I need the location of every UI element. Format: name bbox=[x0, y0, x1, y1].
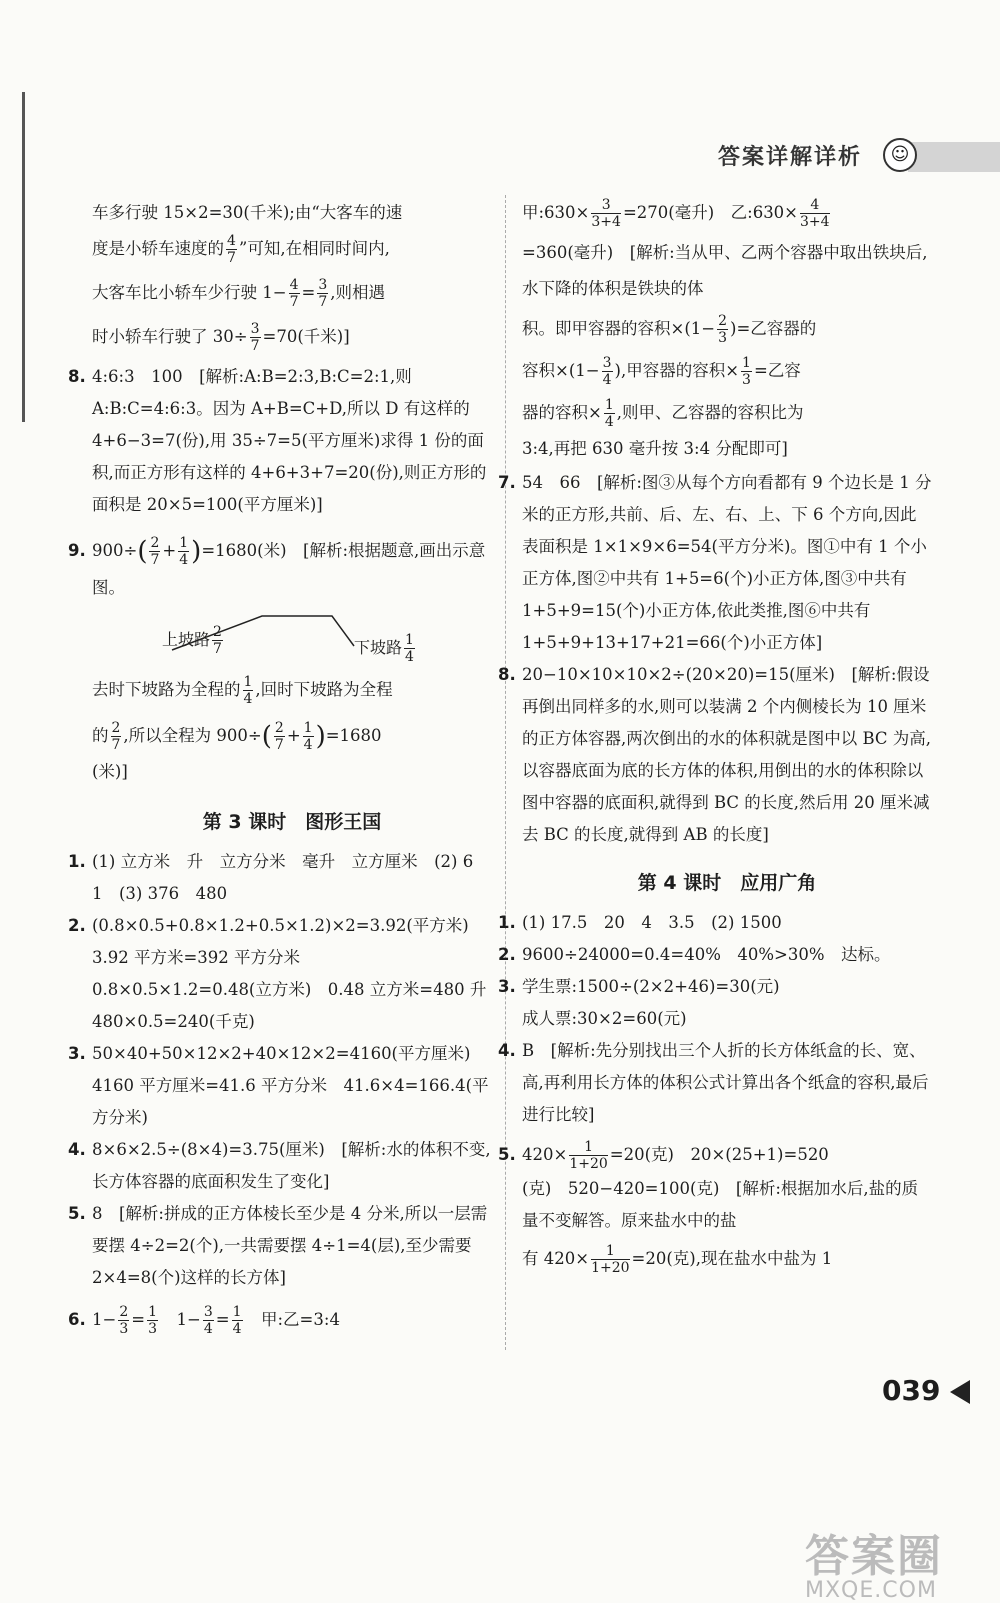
fraction: $\frac{3}{7}$ bbox=[250, 321, 260, 354]
answer-text: 甲:630× $\frac{3}{3+4}$ =270(毫升) 乙:630× $\frac{4}{3+4}$ bbox=[522, 197, 830, 230]
left-column bbox=[68, 195, 503, 1338]
fraction: $\frac{2}{7}$ bbox=[150, 535, 160, 568]
answer-item-4: 4. B [解析:先分别找出三个人折的长方体纸盒的长、宽、高,再利用长方体的体积公式计算出各个纸盒的容积,最后进行比较] bbox=[498, 1041, 929, 1124]
fraction: $\frac{3}{4}$ bbox=[203, 1304, 213, 1337]
answer-item-5: 5. 8 [解析:拼成的正方体棱长至少是 4 分米,所以一层需要摆 4÷2=2(个),一共需要摆 4÷1=4(层),至少需要 2×4=8(个)这样的长方体] bbox=[68, 1204, 488, 1287]
section-title-4: 第 4 课时 应用广角 bbox=[637, 872, 817, 894]
answer-text: 时小轿车行驶了 30÷ $\frac{3}{7}$ =70(千米)] bbox=[92, 321, 350, 354]
fraction: $\frac{1}{4}$ bbox=[405, 631, 414, 665]
fraction: $\frac{4}{3+4}$ bbox=[800, 197, 830, 230]
fraction: $\frac{2}{7}$ bbox=[213, 623, 222, 657]
answer-item-3: 3. 50×40+50×12×2+40×12×2=4160(平方厘米) 4160 平方厘米=41.6 平方分米 41.6×4=166.4(平方分米) bbox=[68, 1044, 489, 1127]
answer-text: 的 $\frac{2}{7}$ ,所以全程为 900÷( $\frac{2}{7}$ + $\frac{1}{4}$ )=1680 bbox=[92, 719, 382, 753]
answer-item-8: 8. 20−10×10×10×2÷(20×20)=15(厘米) [解析:假设再倒出同样多的水,则可以装满 2 个内侧棱长为 10 厘米的正方体容器,两次倒出的水的体积就是图中以 BC 为高,以容器底面为底的长方体的体积,用倒出的水的体积除以图中容器的底面积,就得到 BC 的长度,然后用 20 厘米减去 BC 的长度,就得到 AB 的长度] bbox=[498, 665, 932, 844]
answer-text: 容积×(1− $\frac{3}{4}$ ),甲容器的容积× $\frac{1}{3}$ =乙容 bbox=[522, 355, 801, 388]
answer-item-2: 2. 9600÷24000=0.4=40% 40%>30% 达标。 bbox=[498, 945, 891, 964]
fraction: $\frac{1}{4}$ bbox=[303, 719, 313, 753]
slope-diagram-svg bbox=[92, 606, 492, 666]
fraction: $\frac{3}{7}$ bbox=[318, 277, 328, 310]
fraction: $\frac{2}{7}$ bbox=[111, 719, 121, 753]
item-number: 9. bbox=[68, 541, 86, 560]
page-arrow-icon bbox=[950, 1380, 970, 1404]
fraction: $\frac{1}{4}$ bbox=[243, 673, 253, 707]
fraction: $\frac{1}{4}$ bbox=[179, 535, 189, 568]
answer-item-4: 4. 8×6×2.5÷(8×4)=3.75(厘米) [解析:水的体积不变,长方体容器的底面积发生了变化] bbox=[68, 1140, 491, 1191]
answer-text: 成人票:30×2=60(元) bbox=[522, 1009, 687, 1028]
answer-text: (克) 520−420=100(克) [解析:根据加水后,盐的质量不变解答。原来盐水中的盐 bbox=[522, 1179, 919, 1230]
section-title-3: 第 3 课时 图形王国 bbox=[202, 811, 382, 833]
answer-text: 去时下坡路为全程的 $\frac{1}{4}$ ,回时下坡路为全程 bbox=[92, 673, 393, 707]
page-number: 039 bbox=[882, 1374, 941, 1407]
right-column bbox=[498, 195, 932, 1277]
answer-item-8: 8. 4:6:3 100 [解析:A:B=2:3,B:C=2:1,则 A:B:C=4:6:3。因为 A+B=C+D,所以 D 有这样的 4+6−3=7(份),用 35÷7=5(平方厘米)求得 1 份的面积,而正方形有这样的 4+6+3+7=20(份),则正方形的面积是 20×5=100(平方厘米)] bbox=[92, 361, 492, 521]
answer-item-2: 2. (0.8×0.5+0.8×1.2+0.5×1.2)×2=3.92(平方米) 3.92 平方米=392 平方分米 0.8×0.5×1.2=0.48(立方米) 0.48 立方米=480 升 480×0.5=240(千克) bbox=[68, 916, 503, 1031]
downhill-label: 下坡路 $\frac{1}{4}$ bbox=[354, 631, 414, 665]
fraction: $\frac{1}{3}$ bbox=[742, 355, 751, 388]
answer-item-3: 3. 学生票:1500÷(2×2+46)=30(元) bbox=[498, 977, 780, 996]
answer-item-9: 9. 900÷( $\frac{2}{7}$ + $\frac{1}{4}$ )=1680(米) [解析:根据题意,画出示意图。 bbox=[68, 535, 486, 597]
slope-diagram bbox=[92, 606, 492, 666]
fraction: $\frac{1}{3}$ bbox=[148, 1304, 157, 1337]
answer-text: 大客车比小轿车少行驶 1− $\frac{4}{7}$ = $\frac{3}{7}$ ,则相遇 bbox=[92, 277, 385, 310]
answer-item-6: 6. 1− $\frac{2}{3}$ = $\frac{1}{3}$ 1− $\frac{3}{4}$ = $\frac{1}{4}$ 甲:乙=3:4 bbox=[68, 1304, 340, 1337]
fraction: $\frac{3}{4}$ bbox=[602, 355, 612, 388]
smiley-icon: ☺ bbox=[883, 138, 917, 172]
answer-text: (米)] bbox=[92, 762, 128, 781]
header-title: 答案详解详析 bbox=[718, 145, 863, 170]
item-number: 8. bbox=[68, 367, 86, 386]
answer-text: 3:4,再把 630 毫升按 3:4 分配即可] bbox=[522, 439, 788, 458]
fraction: $\frac{1}{1+20}$ bbox=[591, 1243, 630, 1276]
answer-item-7: 7. 54 66 [解析:图③从每个方向看都有 9 个边长是 1 分米的正方形,共前、后、左、右、上、下 6 个方向,因此表面积是 1×1×9×6=54(平方分米)。图①中有 1 个小正方体,图②中共有 1+5=6(个)小正方体,图③中共有 1+5+9=15(个)小正方体,依此类推,图⑥中共有 1+5+9+13+17+21=66(个)小正方体] bbox=[498, 473, 932, 652]
answer-item-1: 1. (1) 立方米 升 立方分米 毫升 立方厘米 (2) 6 1 (3) 376 480 bbox=[68, 852, 490, 903]
column-divider bbox=[505, 195, 506, 1350]
fraction: $\frac{4}{7}$ bbox=[289, 277, 299, 310]
page-header bbox=[718, 138, 1000, 178]
answer-item-1: 1. (1) 17.5 20 4 3.5 (2) 1500 bbox=[498, 913, 782, 932]
fraction: $\frac{1}{4}$ bbox=[604, 397, 614, 430]
fraction: $\frac{2}{7}$ bbox=[274, 719, 284, 753]
answer-text: 车多行驶 15×2=30(千米);由“大客车的速 bbox=[92, 203, 403, 222]
answer-text: =360(毫升) [解析:当从甲、乙两个容器中取出铁块后,水下降的体积是铁块的体 bbox=[522, 243, 928, 298]
header-band bbox=[908, 142, 1000, 172]
watermark-logo: 答案圈 MXQE.COM bbox=[805, 1531, 943, 1603]
answer-text: 度是小轿车速度的 $\frac{4}{7}$ ”可知,在相同时间内, bbox=[92, 233, 390, 266]
fraction: $\frac{2}{3}$ bbox=[718, 313, 728, 346]
answer-text: 器的容积× $\frac{1}{4}$ ,则甲、乙容器的容积比为 bbox=[522, 397, 804, 430]
fraction: $\frac{3}{3+4}$ bbox=[591, 197, 621, 230]
fraction: $\frac{4}{7}$ bbox=[227, 233, 236, 266]
answer-item-5: 5. 420× $\frac{1}{1+20}$ =20(克) 20×(25+1)=520 bbox=[498, 1139, 829, 1172]
margin-rule bbox=[22, 92, 25, 422]
fraction: $\frac{1}{4}$ bbox=[232, 1304, 242, 1337]
answer-text: 有 420× $\frac{1}{1+20}$ =20(克),现在盐水中盐为 1 bbox=[522, 1243, 833, 1276]
uphill-label: 上坡路 $\frac{2}{7}$ bbox=[162, 623, 222, 657]
answer-text: 积。即甲容器的容积×(1− $\frac{2}{3}$ )=乙容器的 bbox=[522, 313, 817, 346]
fraction: $\frac{1}{1+20}$ bbox=[569, 1139, 608, 1172]
fraction: $\frac{2}{3}$ bbox=[119, 1304, 129, 1337]
